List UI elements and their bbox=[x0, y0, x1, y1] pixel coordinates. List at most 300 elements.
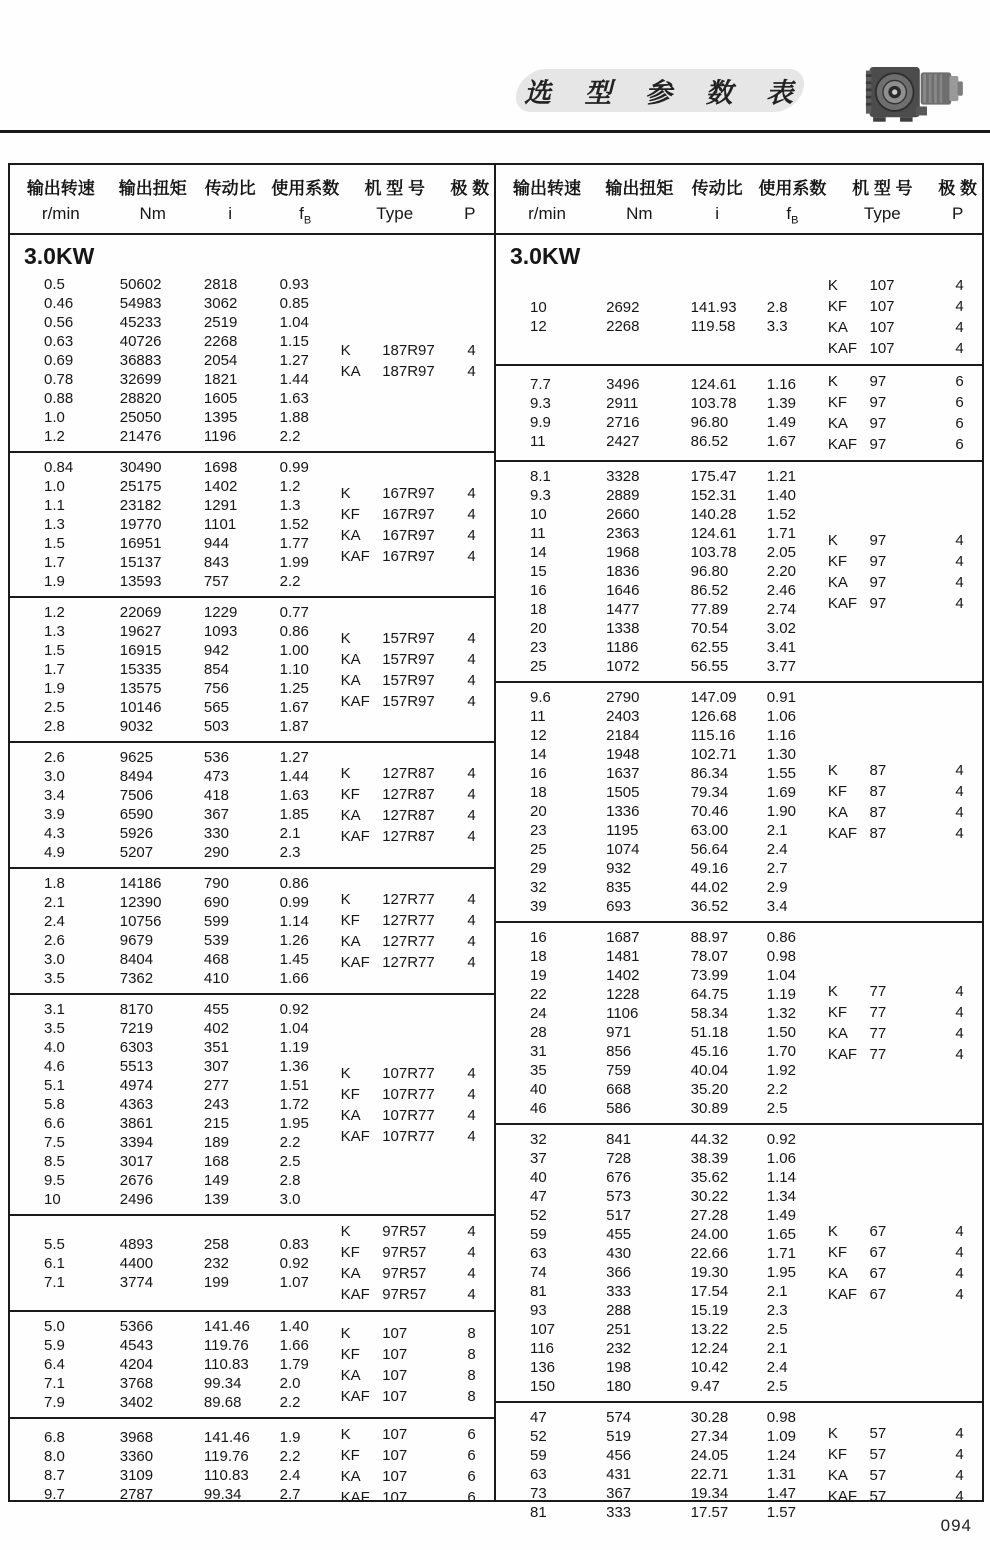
column-header-poles: 极 数 P bbox=[450, 179, 490, 223]
table-row bbox=[44, 603, 325, 622]
cell-factor: 2.4 bbox=[279, 1467, 301, 1485]
cell-torque: 668 bbox=[606, 1081, 632, 1099]
type-prefix: KF bbox=[340, 1244, 360, 1262]
type-prefix: KF bbox=[827, 394, 848, 412]
table-row bbox=[530, 966, 812, 985]
cell-torque: 19627 bbox=[119, 623, 162, 641]
type-model: 107R77 bbox=[382, 1064, 435, 1082]
cell-factor: 2.20 bbox=[766, 563, 796, 581]
type-model: 107 bbox=[382, 1468, 408, 1486]
type-prefix: KF bbox=[340, 505, 360, 523]
table-row bbox=[530, 840, 812, 859]
cell-torque: 1228 bbox=[606, 986, 640, 1004]
cell-speed: 7.7 bbox=[530, 376, 551, 394]
type-model: 157R97 bbox=[382, 629, 435, 647]
type-prefix: KA bbox=[340, 650, 361, 668]
type-prefix: KA bbox=[340, 1106, 361, 1124]
cell-factor: 2.7 bbox=[766, 860, 788, 878]
cell-speed: 15 bbox=[530, 563, 547, 581]
cell-speed: 47 bbox=[530, 1409, 547, 1427]
table-row bbox=[44, 313, 325, 332]
type-prefix: KF bbox=[827, 552, 848, 570]
cell-ratio: 73.99 bbox=[690, 967, 729, 985]
table-row bbox=[530, 1408, 812, 1427]
type-row bbox=[828, 1465, 982, 1486]
table-row bbox=[44, 893, 325, 912]
cell-ratio: 243 bbox=[203, 1096, 229, 1114]
type-list bbox=[325, 628, 494, 712]
cell-factor: 1.63 bbox=[279, 787, 309, 805]
table-row bbox=[530, 985, 812, 1004]
type-model: 87 bbox=[869, 804, 887, 822]
cell-factor: 2.5 bbox=[279, 1153, 301, 1171]
type-list bbox=[812, 371, 982, 455]
cell-factor: 2.1 bbox=[766, 822, 788, 840]
cell-factor: 2.5 bbox=[766, 1321, 788, 1339]
cell-factor: 1.2 bbox=[279, 478, 301, 496]
cell-ratio: 149 bbox=[203, 1172, 229, 1190]
cell-factor: 1.14 bbox=[766, 1169, 796, 1187]
cell-ratio: 86.34 bbox=[690, 765, 729, 783]
type-model: 107 bbox=[382, 1324, 408, 1342]
cell-ratio: 58.34 bbox=[690, 1005, 729, 1023]
type-row bbox=[341, 952, 494, 973]
type-row bbox=[341, 1084, 494, 1105]
parameter-block bbox=[10, 270, 494, 453]
cell-ratio: 290 bbox=[203, 844, 229, 862]
type-model: 127R77 bbox=[382, 954, 435, 972]
table-row bbox=[44, 1114, 325, 1133]
cell-factor: 1.71 bbox=[766, 1245, 796, 1263]
table-row bbox=[530, 543, 812, 562]
table-row bbox=[44, 1254, 325, 1273]
cell-ratio: 30.89 bbox=[690, 1100, 729, 1118]
cell-factor: 0.86 bbox=[279, 875, 309, 893]
cell-speed: 52 bbox=[530, 1428, 547, 1446]
page-number: 094 bbox=[940, 1516, 972, 1535]
type-prefix: K bbox=[340, 1064, 351, 1082]
cell-factor: 1.95 bbox=[766, 1264, 796, 1282]
cell-speed: 16 bbox=[530, 765, 547, 783]
type-poles: 4 bbox=[955, 573, 964, 591]
cell-factor: 1.57 bbox=[766, 1504, 796, 1522]
cell-factor: 3.0 bbox=[279, 1191, 301, 1209]
cell-torque: 232 bbox=[606, 1340, 632, 1358]
cell-torque: 2496 bbox=[119, 1191, 154, 1209]
type-row bbox=[828, 530, 982, 551]
table-row bbox=[44, 874, 325, 893]
cell-torque: 517 bbox=[606, 1207, 632, 1225]
cell-factor: 1.99 bbox=[279, 554, 309, 572]
cell-ratio: 1229 bbox=[203, 604, 238, 622]
type-prefix: KAF bbox=[827, 436, 858, 454]
cell-ratio: 86.52 bbox=[690, 582, 729, 600]
cell-torque: 3017 bbox=[119, 1153, 154, 1171]
cell-speed: 1.5 bbox=[44, 535, 65, 553]
cell-ratio: 215 bbox=[203, 1115, 229, 1133]
type-list bbox=[325, 483, 494, 567]
type-row bbox=[828, 781, 982, 802]
type-prefix: KA bbox=[340, 1366, 361, 1384]
cell-factor: 1.27 bbox=[279, 352, 309, 370]
cell-speed: 40 bbox=[530, 1169, 547, 1187]
cell-ratio: 141.46 bbox=[203, 1318, 250, 1336]
cell-speed: 46 bbox=[530, 1100, 547, 1118]
type-poles: 4 bbox=[467, 671, 476, 689]
parameter-block bbox=[496, 1125, 982, 1403]
cell-ratio: 115.16 bbox=[690, 727, 736, 745]
type-prefix: K bbox=[827, 983, 838, 1001]
block-rows bbox=[496, 375, 812, 451]
cell-factor: 0.91 bbox=[766, 689, 796, 707]
cell-torque: 2363 bbox=[606, 525, 640, 543]
cell-torque: 2403 bbox=[606, 708, 640, 726]
cell-torque: 6590 bbox=[119, 806, 154, 824]
cell-torque: 519 bbox=[606, 1428, 632, 1446]
cell-torque: 1637 bbox=[606, 765, 640, 783]
cell-torque: 2787 bbox=[119, 1486, 154, 1504]
cell-factor: 0.83 bbox=[279, 1235, 309, 1253]
table-row bbox=[530, 859, 812, 878]
type-list bbox=[812, 275, 982, 359]
cell-speed: 10 bbox=[44, 1191, 61, 1209]
table-row bbox=[44, 1057, 325, 1076]
table-row bbox=[530, 467, 812, 486]
cell-ratio: 139 bbox=[203, 1191, 229, 1209]
cell-ratio: 757 bbox=[203, 573, 229, 591]
type-prefix: KA bbox=[340, 526, 361, 544]
cell-ratio: 51.18 bbox=[690, 1024, 729, 1042]
type-model: 67 bbox=[869, 1244, 887, 1262]
type-model: 97 bbox=[869, 415, 887, 433]
cell-torque: 333 bbox=[606, 1283, 632, 1301]
type-prefix: KA bbox=[827, 1025, 848, 1043]
table-row bbox=[530, 600, 812, 619]
cell-factor: 2.3 bbox=[766, 1302, 788, 1320]
cell-ratio: 307 bbox=[203, 1058, 229, 1076]
cell-factor: 1.87 bbox=[279, 718, 309, 736]
type-row bbox=[828, 572, 982, 593]
table-row bbox=[44, 477, 325, 496]
cell-factor: 1.16 bbox=[766, 376, 796, 394]
type-poles: 4 bbox=[955, 552, 964, 570]
cell-torque: 6303 bbox=[119, 1039, 154, 1057]
cell-torque: 1106 bbox=[606, 1005, 639, 1023]
cell-speed: 3.0 bbox=[44, 951, 65, 969]
cell-factor: 2.2 bbox=[279, 573, 301, 591]
table-row bbox=[44, 1466, 325, 1485]
cell-speed: 39 bbox=[530, 898, 547, 916]
cell-ratio: 70.46 bbox=[690, 803, 729, 821]
cell-torque: 759 bbox=[606, 1062, 632, 1080]
cell-torque: 25175 bbox=[119, 478, 162, 496]
table-row bbox=[44, 931, 325, 950]
type-model: 87 bbox=[869, 762, 887, 780]
type-row bbox=[828, 317, 982, 338]
cell-ratio: 536 bbox=[203, 749, 229, 767]
left-table bbox=[10, 165, 496, 1507]
type-prefix: K bbox=[827, 762, 838, 780]
type-model: 57 bbox=[869, 1467, 887, 1485]
table-row bbox=[530, 1099, 812, 1118]
cell-torque: 856 bbox=[606, 1043, 632, 1061]
cell-ratio: 2054 bbox=[203, 352, 238, 370]
cell-torque: 13575 bbox=[119, 680, 162, 698]
table-row bbox=[44, 408, 325, 427]
table-row bbox=[530, 486, 812, 505]
type-model: 57 bbox=[869, 1446, 887, 1464]
cell-speed: 19 bbox=[530, 967, 547, 985]
type-poles: 4 bbox=[955, 804, 964, 822]
cell-ratio: 70.54 bbox=[690, 620, 729, 638]
cell-speed: 18 bbox=[530, 601, 547, 619]
cell-speed: 5.5 bbox=[44, 1235, 65, 1253]
table-row bbox=[44, 1317, 325, 1336]
column-header-poles: 极 数 P bbox=[938, 179, 977, 223]
type-poles: 4 bbox=[955, 825, 964, 843]
type-row bbox=[341, 546, 494, 567]
cell-torque: 45233 bbox=[119, 314, 162, 332]
parameter-block bbox=[10, 743, 494, 869]
cell-factor: 1.45 bbox=[279, 951, 309, 969]
cell-speed: 25 bbox=[530, 841, 547, 859]
type-poles: 4 bbox=[467, 650, 476, 668]
cell-torque: 1505 bbox=[606, 784, 640, 802]
table-row bbox=[44, 294, 325, 313]
cell-ratio: 1821 bbox=[203, 371, 238, 389]
type-prefix: KAF bbox=[827, 1488, 858, 1506]
type-prefix: KAF bbox=[340, 1489, 370, 1507]
cell-ratio: 942 bbox=[203, 642, 229, 660]
type-prefix: K bbox=[340, 1223, 351, 1241]
cell-ratio: 102.71 bbox=[690, 746, 737, 764]
cell-torque: 30490 bbox=[119, 459, 162, 477]
type-row bbox=[341, 361, 494, 382]
cell-factor: 1.52 bbox=[279, 516, 309, 534]
table-row bbox=[44, 1133, 325, 1152]
type-prefix: KAF bbox=[827, 340, 858, 358]
cell-torque: 1186 bbox=[606, 639, 639, 657]
cell-ratio: 1402 bbox=[203, 478, 238, 496]
cell-speed: 1.0 bbox=[44, 478, 65, 496]
table-row bbox=[530, 375, 812, 394]
cell-speed: 107 bbox=[530, 1321, 556, 1339]
type-poles: 6 bbox=[955, 373, 964, 391]
cell-factor: 1.19 bbox=[766, 986, 796, 1004]
table-row bbox=[44, 824, 325, 843]
block-rows bbox=[496, 298, 812, 336]
cell-ratio: 103.78 bbox=[690, 544, 737, 562]
type-prefix: KF bbox=[340, 1447, 360, 1465]
cell-torque: 9625 bbox=[119, 749, 154, 767]
type-poles: 4 bbox=[467, 1127, 476, 1145]
cell-factor: 1.39 bbox=[766, 395, 796, 413]
type-prefix: KA bbox=[340, 671, 361, 689]
type-row bbox=[828, 823, 982, 844]
cell-torque: 180 bbox=[606, 1378, 632, 1396]
cell-torque: 3768 bbox=[119, 1375, 154, 1393]
cell-ratio: 351 bbox=[203, 1039, 229, 1057]
cell-ratio: 89.68 bbox=[203, 1394, 242, 1412]
cell-ratio: 2268 bbox=[203, 333, 238, 351]
type-poles: 4 bbox=[955, 594, 964, 612]
cell-ratio: 126.68 bbox=[690, 708, 737, 726]
table-row bbox=[44, 805, 325, 824]
cell-torque: 2676 bbox=[119, 1172, 154, 1190]
column-header-factor: 使用系数 $f_B$ bbox=[271, 179, 340, 227]
cell-speed: 52 bbox=[530, 1207, 547, 1225]
cell-torque: 430 bbox=[606, 1245, 632, 1263]
cell-factor: 1.69 bbox=[766, 784, 796, 802]
type-row bbox=[828, 434, 982, 455]
cell-speed: 6.8 bbox=[44, 1429, 65, 1447]
type-poles: 4 bbox=[467, 807, 476, 825]
type-poles: 4 bbox=[955, 1425, 964, 1443]
cell-torque: 8404 bbox=[119, 951, 154, 969]
type-row bbox=[341, 670, 494, 691]
type-prefix: KA bbox=[827, 1467, 848, 1485]
cell-ratio: 140.28 bbox=[690, 506, 737, 524]
type-list bbox=[812, 1221, 982, 1305]
type-row bbox=[341, 504, 494, 525]
cell-ratio: 96.80 bbox=[690, 414, 729, 432]
cell-ratio: 854 bbox=[203, 661, 229, 679]
type-prefix: K bbox=[340, 629, 351, 647]
cell-torque: 5366 bbox=[119, 1318, 154, 1336]
cell-factor: 1.40 bbox=[279, 1318, 309, 1336]
table-row bbox=[530, 821, 812, 840]
cell-torque: 4204 bbox=[119, 1356, 154, 1374]
cell-ratio: 78.07 bbox=[690, 948, 729, 966]
cell-speed: 0.84 bbox=[44, 459, 74, 477]
cell-factor: 1.65 bbox=[766, 1226, 796, 1244]
cell-torque: 1948 bbox=[606, 746, 640, 764]
type-row bbox=[341, 889, 494, 910]
table-row bbox=[44, 912, 325, 931]
cell-torque: 28820 bbox=[119, 390, 162, 408]
cell-torque: 586 bbox=[606, 1100, 632, 1118]
cell-speed: 3.5 bbox=[44, 1020, 65, 1038]
column-header-ratio: 传动比 i bbox=[204, 179, 256, 223]
table-row bbox=[44, 1076, 325, 1095]
type-prefix: K bbox=[827, 531, 838, 549]
column-header-speed: 输出转速 r/min bbox=[513, 179, 582, 223]
column-header-factor: 使用系数 $f_B$ bbox=[758, 179, 827, 227]
cell-torque: 1477 bbox=[606, 601, 640, 619]
cell-ratio: 35.62 bbox=[690, 1169, 729, 1187]
type-poles: 4 bbox=[467, 629, 476, 647]
type-model: 97R57 bbox=[382, 1286, 427, 1304]
cell-ratio: 17.54 bbox=[690, 1283, 729, 1301]
type-row bbox=[828, 296, 982, 317]
gear-reducer-image bbox=[862, 58, 974, 128]
cell-factor: 1.14 bbox=[279, 913, 309, 931]
cell-factor: 1.51 bbox=[279, 1077, 309, 1095]
type-poles: 8 bbox=[467, 1366, 476, 1384]
table-row bbox=[44, 1095, 325, 1114]
cell-factor: 3.02 bbox=[766, 620, 796, 638]
cell-speed: 2.1 bbox=[44, 894, 65, 912]
table-row bbox=[44, 950, 325, 969]
block-rows bbox=[496, 688, 812, 916]
cell-factor: 1.71 bbox=[766, 525, 796, 543]
cell-speed: 1.2 bbox=[44, 604, 65, 622]
cell-speed: 22 bbox=[530, 986, 547, 1004]
cell-ratio: 44.02 bbox=[690, 879, 729, 897]
cell-factor: 1.40 bbox=[766, 487, 796, 505]
cell-torque: 1646 bbox=[606, 582, 640, 600]
page-title-banner bbox=[510, 69, 810, 112]
cell-factor: 1.95 bbox=[279, 1115, 309, 1133]
type-model: 67 bbox=[869, 1286, 887, 1304]
cell-ratio: 277 bbox=[203, 1077, 229, 1095]
cell-ratio: 141.93 bbox=[690, 299, 737, 317]
cell-factor: 1.90 bbox=[766, 803, 796, 821]
type-model: 127R87 bbox=[382, 807, 435, 825]
cell-torque: 367 bbox=[606, 1485, 632, 1503]
type-model: 57 bbox=[869, 1488, 887, 1506]
type-model: 127R87 bbox=[382, 765, 435, 783]
type-row bbox=[828, 981, 982, 1002]
type-row bbox=[828, 593, 982, 614]
table-row bbox=[530, 638, 812, 657]
cell-speed: 8.0 bbox=[44, 1448, 65, 1466]
cell-speed: 9.7 bbox=[44, 1486, 65, 1504]
cell-ratio: 790 bbox=[203, 875, 229, 893]
cell-ratio: 124.61 bbox=[690, 525, 737, 543]
table-row bbox=[44, 351, 325, 370]
cell-torque: 3360 bbox=[119, 1448, 154, 1466]
cell-torque: 366 bbox=[606, 1264, 632, 1282]
cell-ratio: 110.83 bbox=[203, 1356, 249, 1374]
type-model: 107 bbox=[869, 319, 895, 337]
cell-torque: 841 bbox=[606, 1131, 632, 1149]
table-row bbox=[44, 717, 325, 736]
type-prefix: KA bbox=[827, 573, 848, 591]
cell-ratio: 756 bbox=[203, 680, 229, 698]
type-model: 107R77 bbox=[382, 1085, 435, 1103]
cell-speed: 63 bbox=[530, 1466, 547, 1484]
type-poles: 4 bbox=[467, 547, 476, 565]
type-poles: 6 bbox=[955, 394, 964, 412]
cell-factor: 0.99 bbox=[279, 894, 309, 912]
table-row bbox=[44, 553, 325, 572]
type-row bbox=[341, 1365, 494, 1386]
cell-ratio: 2519 bbox=[203, 314, 238, 332]
type-prefix: K bbox=[827, 1223, 838, 1241]
type-model: 67 bbox=[869, 1265, 887, 1283]
table-row bbox=[44, 641, 325, 660]
type-row bbox=[341, 1063, 494, 1084]
type-poles: 4 bbox=[467, 1244, 476, 1262]
type-model: 167R97 bbox=[382, 505, 435, 523]
cell-torque: 1074 bbox=[606, 841, 640, 859]
cell-speed: 24 bbox=[530, 1005, 547, 1023]
cell-factor: 0.92 bbox=[279, 1001, 309, 1019]
type-model: 107 bbox=[382, 1387, 408, 1405]
table-row bbox=[530, 413, 812, 432]
type-poles: 4 bbox=[467, 362, 476, 380]
type-prefix: KAF bbox=[827, 1286, 858, 1304]
table-row bbox=[530, 1263, 812, 1282]
cell-ratio: 418 bbox=[203, 787, 229, 805]
cell-speed: 1.8 bbox=[44, 875, 65, 893]
cell-torque: 2790 bbox=[606, 689, 640, 707]
cell-torque: 2716 bbox=[606, 414, 640, 432]
cell-speed: 37 bbox=[530, 1150, 547, 1168]
cell-speed: 4.0 bbox=[44, 1039, 65, 1057]
cell-ratio: 367 bbox=[203, 806, 229, 824]
